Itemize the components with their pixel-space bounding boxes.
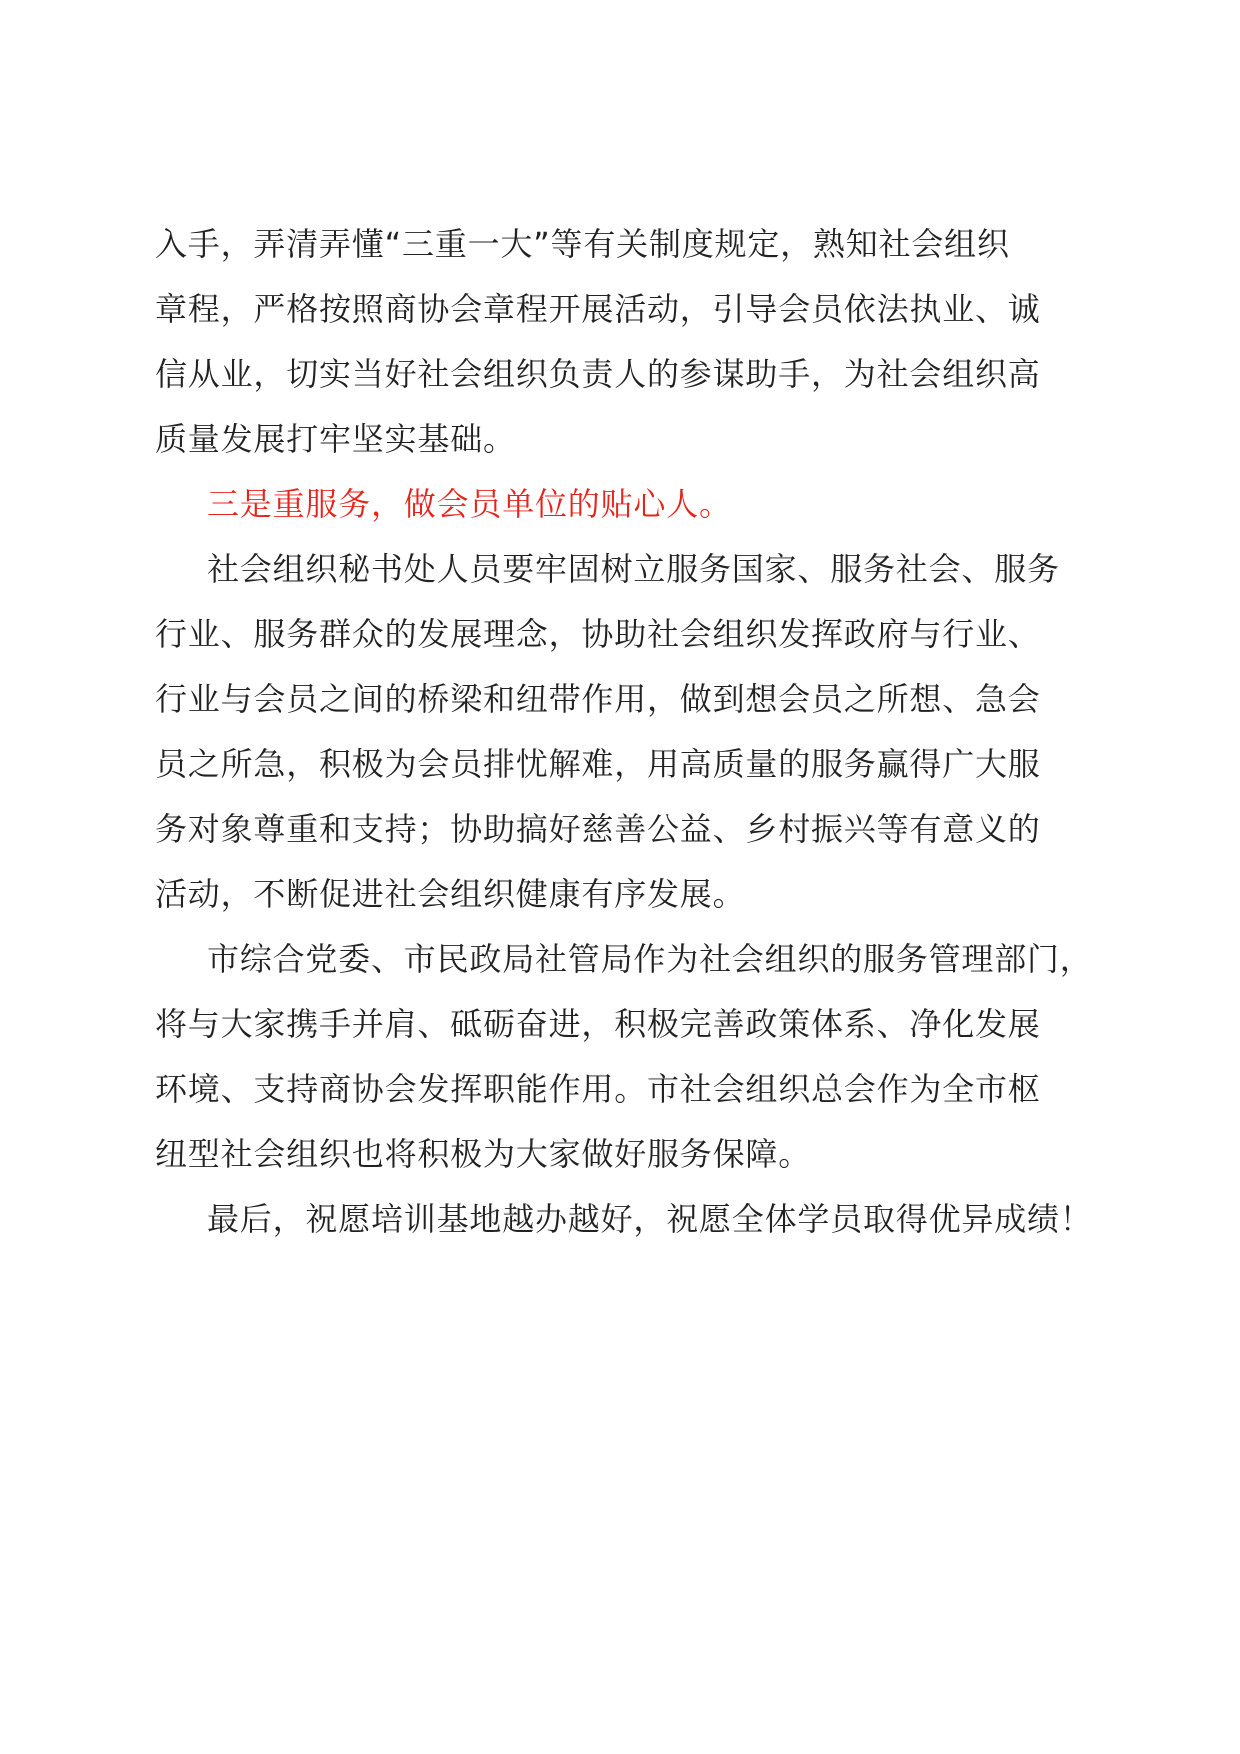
text-line: 务对象尊重和支持；协助搞好慈善公益、乡村振兴等有意义的 xyxy=(155,810,1041,848)
paragraph-continuation xyxy=(155,212,1100,472)
heading-text: 三是重服务，做会员单位的贴心人。 xyxy=(207,485,732,523)
text-line: 市综合党委、市民政局社管局作为社会组织的服务管理部门， xyxy=(207,940,1093,978)
text-line: 将与大家携手并肩、砥砺奋进，积极完善政策体系、净化发展 xyxy=(155,1005,1041,1043)
text-line: 章程，严格按照商协会章程开展活动，引导会员依法执业、诚 xyxy=(155,290,1041,328)
text-line: 质量发展打牢坚实基础。 xyxy=(155,420,516,458)
paragraph-service xyxy=(155,537,1100,927)
paragraph-closing xyxy=(155,1187,1100,1252)
text-line: 纽型社会组织也将积极为大家做好服务保障。 xyxy=(155,1135,812,1173)
document-body xyxy=(155,212,1100,1252)
section-heading xyxy=(155,472,1100,537)
text-line: 信从业，切实当好社会组织负责人的参谋助手，为社会组织高 xyxy=(155,355,1041,393)
text-line: 社会组织秘书处人员要牢固树立服务国家、服务社会、服务 xyxy=(207,550,1060,588)
text-line: 活动，不断促进社会组织健康有序发展。 xyxy=(155,875,746,913)
text-line: 行业、服务群众的发展理念，协助社会组织发挥政府与行业、 xyxy=(155,615,1041,653)
text-line: 员之所急，积极为会员排忧解难，用高质量的服务赢得广大服 xyxy=(155,745,1041,783)
text-line: 入手，弄清弄懂“三重一大”等有关制度规定，熟知社会组织 xyxy=(155,225,1010,263)
text-line: 行业与会员之间的桥梁和纽带作用，做到想会员之所想、急会 xyxy=(155,680,1041,718)
text-line: 环境、支持商协会发挥职能作用。市社会组织总会作为全市枢 xyxy=(155,1070,1041,1108)
paragraph-management xyxy=(155,927,1100,1187)
text-line: 最后，祝愿培训基地越办越好，祝愿全体学员取得优异成绩！ xyxy=(207,1200,1093,1238)
